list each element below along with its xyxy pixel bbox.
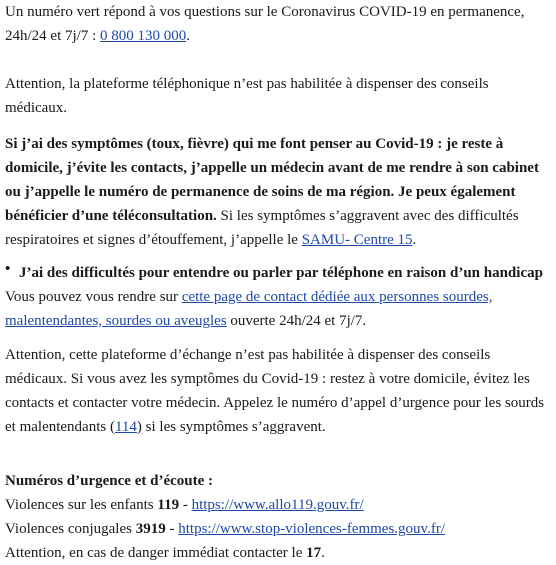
urgence-line-danger: Attention, en cas de danger immédiat contacter le 17. (5, 545, 325, 561)
list-item-handicap (5, 261, 552, 285)
numero-vert-text: Un numéro vert répond à vos questions sur le Coronavirus COVID-19 en permanence, 24h/24 et 7j/7 : (5, 4, 525, 44)
paragraph-contact-sourds: Vous pouvez vous rendre sur cette page de contact dédiée aux personnes sourdes, malentendantes, sourdes ou aveugles ouverte 24h/24 et 7j/7. (5, 289, 493, 329)
paragraph-numero-vert: Un numéro vert répond à vos questions sur le Coronavirus COVID-19 en permanence, 24h/24 et 7j/7 : 0 800 130 000. (5, 4, 525, 44)
urgence-114-link[interactable]: 114 (114, 419, 137, 435)
symptomes-text: Si les symptômes s’aggravent avec des difficultés respiratoires et signes d’étouffement, j’appelle le (5, 208, 519, 248)
paragraph-symptomes: Si j’ai des symptômes (toux, fièvre) qui me font penser au Covid-19 : je reste à domicile, j’évite les contacts, j’appelle un médecin avant de me rendre à son cabinet ou j’appelle le numéro de permanence de soins de ma région. Je peux également bénéficier d’une téléconsultation. Si les symptômes s’aggravent avec des difficultés respiratoires et signes d’étouffement, j’appelle le SAMU- Centre 15. (5, 136, 539, 248)
paragraph-avertissement-echange: Attention, cette plateforme d’échange n’est pas habilitée à dispenser des conseils médicaux. Si vous avez les symptômes du Covid-19 : restez à votre domicile, évitez les contacts et contacter votre médecin. Appelez le numéro d’appel d’urgence pour les sourds et malentendants (114) si les symptômes s’aggravent. (5, 347, 545, 435)
numero-vert-link[interactable]: 0 800 130 000 (100, 28, 187, 44)
urgence-line-enfants: Violences sur les enfants 119 - https://www.allo119.gouv.fr/ (5, 497, 364, 513)
urgences-heading: Numéros d’urgence et d’écoute : (5, 473, 214, 489)
symptomes-bold-text: Si j’ai des symptômes (toux, fièvre) qui me font penser au Covid-19 : je reste à domicile, j’évite les contacts, j’appelle un médecin avant de me rendre à son cabinet ou j’appelle le numéro de permanence de soins de ma région. Je peux également bénéficier d’une téléconsultation. (5, 136, 539, 224)
bullet-marker: • (5, 261, 11, 277)
samu-link[interactable]: SAMU- Centre 15 (301, 232, 413, 248)
paragraph-avertissement-plateforme: Attention, la plateforme téléphonique n’est pas habilitée à dispenser des conseils médicaux. (5, 76, 489, 116)
stop-violences-link[interactable]: https://www.stop-violences-femmes.gouv.fr/ (178, 521, 445, 537)
handicap-heading: J’ai des difficultés pour entendre ou parler par téléphone en raison d’un handicap (19, 265, 543, 281)
allo119-link[interactable]: https://www.allo119.gouv.fr/ (191, 497, 364, 513)
urgence-line-conjugales: Violences conjugales 3919 - https://www.stop-violences-femmes.gouv.fr/ (5, 521, 445, 537)
contact-sourds-link[interactable]: cette page de contact dédiée aux personnes sourdes, malentendantes, sourdes ou aveugles (5, 289, 493, 329)
